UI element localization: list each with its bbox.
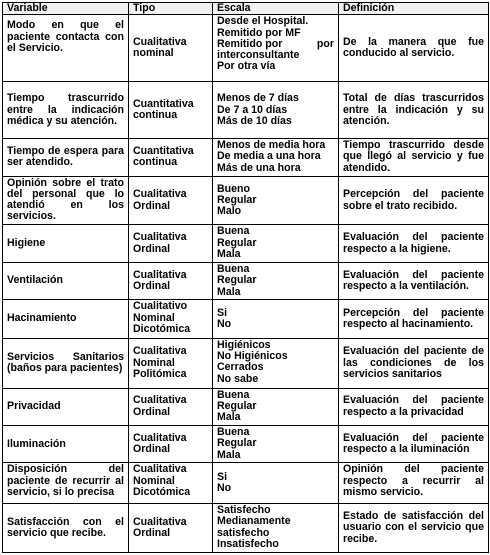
variable-cell: Hacinamiento bbox=[3, 300, 129, 339]
table-row bbox=[3, 262, 489, 299]
tipo-cell: Cualitativa Nominal Politómica bbox=[129, 338, 213, 388]
escala-option: Buena bbox=[217, 225, 250, 238]
escala-cell bbox=[213, 139, 339, 177]
escala-option: No Higiénicos bbox=[217, 350, 288, 363]
table-row bbox=[3, 300, 489, 339]
escala-option: Satisfecho bbox=[217, 504, 271, 516]
escala-cell bbox=[213, 300, 339, 339]
escala-option: Menos de 7 días bbox=[217, 92, 299, 105]
tipo-cell: Cualitativa Ordinal bbox=[129, 262, 213, 299]
tipo-cell: Cualitativo Nominal Dicotómica bbox=[129, 300, 213, 339]
header-escala: Escala bbox=[213, 3, 339, 15]
tipo-cell: Cualitativa Ordinal bbox=[129, 504, 213, 553]
escala-option: No bbox=[217, 318, 232, 331]
tipo-cell: Cualitativa nominal bbox=[129, 15, 213, 82]
escala-option: Buena bbox=[217, 388, 250, 401]
escala-cell bbox=[213, 15, 339, 82]
variable-cell: Tiempo de espera para ser atendido. bbox=[3, 139, 129, 177]
variable-cell: Disposición del paciente de recurrir al servicio, si lo precisa bbox=[3, 463, 129, 504]
escala-option-suffix: por bbox=[316, 37, 334, 50]
tipo-cell: Cualitativa Ordinal bbox=[129, 176, 213, 225]
escala-option: interconsultante bbox=[217, 49, 300, 62]
tipo-cell: Cualitativa Ordinal bbox=[129, 225, 213, 262]
escala-option: Regular bbox=[217, 193, 257, 206]
escala-option: Regular bbox=[217, 274, 257, 287]
definicion-cell: Evaluación del paciente respecto a la iluminación bbox=[339, 426, 489, 463]
table-row bbox=[3, 504, 489, 553]
header-tipo: Tipo bbox=[129, 3, 213, 15]
table-row bbox=[3, 82, 489, 139]
table-row bbox=[3, 338, 489, 388]
header-definicion: Definición bbox=[339, 3, 489, 15]
variable-cell: Modo en que el paciente contacta con el Servicio. bbox=[3, 15, 129, 82]
escala-cell bbox=[213, 176, 339, 225]
definicion-cell: Total de días trascurridos entre la indicación y su atención. bbox=[339, 82, 489, 139]
variables-table bbox=[2, 2, 489, 553]
escala-option: Regular bbox=[217, 437, 257, 450]
escala-option: Medianamente bbox=[217, 515, 291, 528]
definicion-cell: Evaluación del paciente respecto a la privacidad bbox=[339, 388, 489, 425]
escala-option: Regular bbox=[217, 236, 257, 249]
escala-option: Regular bbox=[217, 399, 257, 412]
variable-cell: Opinión sobre el trato del personal que lo atendió en los servicios. bbox=[3, 176, 129, 225]
escala-option: De 7 a 10 días bbox=[217, 103, 288, 116]
variable-cell: Tiempo trascurrido entre la indicación médica y su atención. bbox=[3, 82, 129, 139]
escala-option: De media a una hora bbox=[217, 150, 321, 163]
escala-cell bbox=[213, 388, 339, 425]
definicion-cell: Percepción del paciente sobre el trato recibido. bbox=[339, 176, 489, 225]
document-page bbox=[2, 2, 488, 553]
escala-option: Más de una hora bbox=[217, 161, 301, 174]
escala-cell bbox=[213, 82, 339, 139]
table-row bbox=[3, 139, 489, 177]
escala-option: Mala bbox=[217, 448, 241, 461]
escala-option: Bueno bbox=[217, 182, 250, 195]
variable-cell: Ventilación bbox=[3, 262, 129, 299]
definicion-cell: Evaluación del paciente de las condiciones de los servicios sanitarios bbox=[339, 338, 489, 388]
tipo-cell: Cualitativa Ordinal bbox=[129, 426, 213, 463]
variable-cell: Privacidad bbox=[3, 388, 129, 425]
definicion-cell: Percepción del paciente respecto al hacinamiento. bbox=[339, 300, 489, 339]
escala-option: Desde el Hospital. bbox=[217, 15, 309, 28]
variable-cell: Higiene bbox=[3, 225, 129, 262]
variable-cell: Servicios Sanitarios (baños para pacientes) bbox=[3, 338, 129, 388]
table-row bbox=[3, 388, 489, 425]
table-row bbox=[3, 15, 489, 82]
escala-option: Más de 10 días bbox=[217, 114, 292, 127]
escala-option: Si bbox=[217, 306, 228, 319]
escala-option: Mala bbox=[217, 285, 241, 298]
table-header-row bbox=[3, 3, 489, 15]
escala-cell bbox=[213, 262, 339, 299]
escala-option: Remitido por MF bbox=[217, 26, 301, 39]
escala-option: Insatisfecho bbox=[217, 537, 279, 550]
tipo-cell: Cualitativa Ordinal bbox=[129, 388, 213, 425]
definicion-cell: Tiempo trascurrido desde que llegó al servicio y fue atendido. bbox=[339, 139, 489, 177]
escala-option: Mala bbox=[217, 248, 241, 261]
variable-cell: Iluminación bbox=[3, 426, 129, 463]
escala-cell bbox=[213, 426, 339, 463]
definicion-cell: Estado de satisfacción del usuario con el servicio que recibe. bbox=[339, 504, 489, 553]
variable-cell: Satisfacción con el servicio que recibe. bbox=[3, 504, 129, 553]
escala-option: Remitido por bbox=[217, 37, 283, 50]
table-row bbox=[3, 225, 489, 262]
escala-option: Por otra vía bbox=[217, 60, 276, 73]
table-row bbox=[3, 426, 489, 463]
escala-option: Buena bbox=[217, 426, 250, 438]
escala-option: Cerrados bbox=[217, 361, 264, 374]
definicion-cell: Evaluación del paciente respecto a la ventilación. bbox=[339, 262, 489, 299]
tipo-cell: Cualitativa Nominal Dicotómica bbox=[129, 463, 213, 504]
escala-option: Malo bbox=[217, 205, 242, 218]
definicion-cell: De la manera que fue conducido al servicio. bbox=[339, 15, 489, 82]
escala-cell bbox=[213, 225, 339, 262]
escala-option: Buena bbox=[217, 262, 250, 275]
escala-option: Menos de media hora bbox=[217, 139, 326, 152]
escala-cell bbox=[213, 338, 339, 388]
header-variable: Variable bbox=[3, 3, 129, 15]
escala-cell bbox=[213, 463, 339, 504]
definicion-cell: Evaluación del paciente respecto a la higiene. bbox=[339, 225, 489, 262]
escala-option: Mala bbox=[217, 411, 241, 424]
tipo-cell: Cuantitativa continua bbox=[129, 82, 213, 139]
table-row bbox=[3, 176, 489, 225]
escala-option: Si bbox=[217, 470, 228, 483]
definicion-cell: Opinión del paciente respecto a recurrir al mismo servicio. bbox=[339, 463, 489, 504]
escala-cell bbox=[213, 504, 339, 553]
escala-option: satisfecho bbox=[217, 526, 270, 539]
tipo-cell: Cuantitativa continua bbox=[129, 139, 213, 177]
escala-option: No bbox=[217, 482, 232, 495]
escala-option: No sabe bbox=[217, 372, 259, 385]
escala-option: Higiénicos bbox=[217, 338, 271, 351]
table-row bbox=[3, 463, 489, 504]
